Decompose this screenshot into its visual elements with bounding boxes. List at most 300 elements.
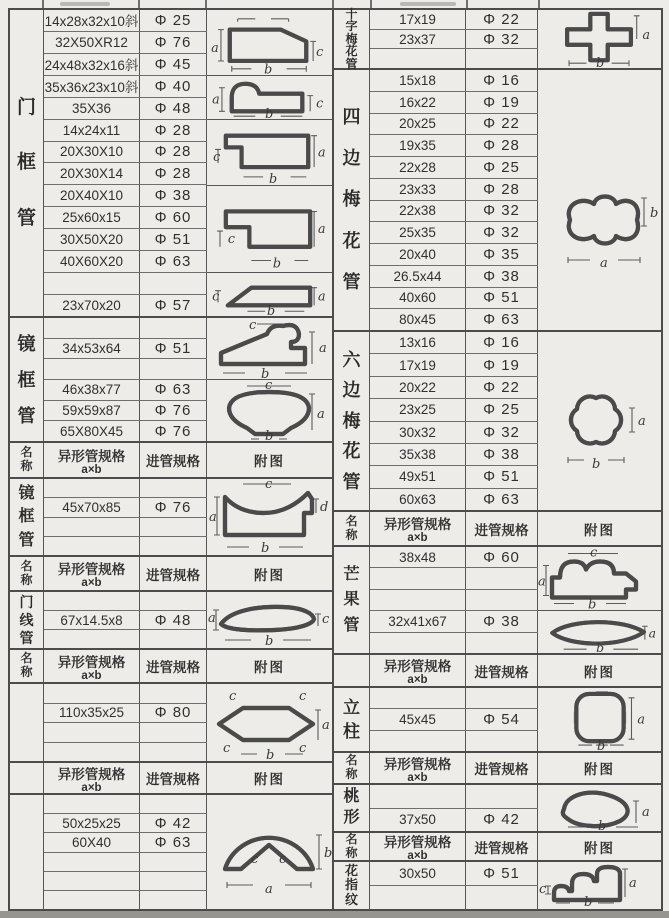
section-arch-pipe xyxy=(10,795,332,909)
header-pipe-cell: 进管规格 xyxy=(140,763,207,793)
pipe-cell xyxy=(140,743,207,762)
dim-label-b: b xyxy=(650,206,659,221)
table-row xyxy=(370,10,538,30)
spec-cell xyxy=(370,886,466,909)
table-row xyxy=(370,49,538,68)
rows-column xyxy=(370,862,538,909)
table-row xyxy=(44,479,207,498)
pipe-cell xyxy=(466,590,538,610)
spec-cell: 17x19 xyxy=(370,354,466,375)
figure-fan-shell-diagram xyxy=(207,380,332,441)
table-row xyxy=(44,229,207,251)
header-spec-cell: 异形管规格 a×b xyxy=(44,443,140,477)
rows-column xyxy=(44,795,207,909)
spec-cell: 38x48 xyxy=(370,547,466,567)
dim-label-c: c xyxy=(223,741,231,756)
rounded-square-icon xyxy=(538,688,661,751)
table-row xyxy=(370,785,538,809)
table-row xyxy=(370,547,538,568)
figure-dome-rectangle-diagram xyxy=(207,76,332,120)
dim-label-c: c xyxy=(249,318,257,333)
dome-rectangle-icon xyxy=(207,76,332,119)
spec-cell: 15x18 xyxy=(370,70,466,91)
figure-double-bump-diagram xyxy=(538,547,661,611)
header-figure-cell: 附图 xyxy=(584,762,615,777)
spec-cell xyxy=(370,568,466,588)
table-row xyxy=(44,295,207,316)
pipe-cell xyxy=(140,273,207,294)
column-header-row xyxy=(334,655,661,688)
dim-label-a: a xyxy=(318,289,326,305)
pipe-cell: Φ 54 xyxy=(466,709,538,729)
table-row xyxy=(44,339,207,360)
pipe-cell: Φ 51 xyxy=(466,288,538,309)
category-label: 十字梅花管 xyxy=(334,10,370,68)
table-row xyxy=(44,318,207,339)
table-row xyxy=(370,354,538,376)
dim-label-a: a xyxy=(637,712,646,728)
rows-column xyxy=(370,785,538,831)
spec-cell: 46x38x77 xyxy=(44,380,140,400)
spec-cell: 20X30X10 xyxy=(44,142,140,163)
pipe-cell: Φ 76 xyxy=(140,32,207,53)
dim-label-b: b xyxy=(588,597,597,610)
table-row xyxy=(44,498,207,517)
spec-cell: 49x51 xyxy=(370,466,466,487)
spec-cell: 35x36x23x10斜 xyxy=(44,76,140,97)
dim-label-c: c xyxy=(279,852,287,867)
spec-cell: 30X50X20 xyxy=(44,229,140,250)
right-table xyxy=(334,6,661,909)
section-door-line-pipe xyxy=(10,592,332,650)
column-header-row xyxy=(334,512,661,547)
spec-cell: 23x37 xyxy=(370,30,466,49)
table-row xyxy=(44,611,207,630)
table-row xyxy=(44,795,207,814)
spec-cell: 60x63 xyxy=(370,489,466,510)
teardrop-peach-icon xyxy=(538,785,661,831)
pipe-cell xyxy=(466,731,538,751)
table-row xyxy=(370,688,538,709)
figure-scallop-steps-diagram xyxy=(538,862,661,907)
pipe-cell: Φ 40 xyxy=(140,76,207,97)
spec-cell: 20x22 xyxy=(370,377,466,398)
pipe-cell: Φ 32 xyxy=(466,30,538,49)
pipe-cell xyxy=(466,785,538,808)
four-lobe-cloud-icon xyxy=(538,70,661,330)
spec-cell: 45x45 xyxy=(370,709,466,729)
pipe-cell xyxy=(466,688,538,708)
pipe-cell xyxy=(140,795,207,813)
pipe-cell: Φ 63 xyxy=(140,833,207,851)
spec-cell xyxy=(44,630,140,648)
pipe-cell: Φ 76 xyxy=(140,498,207,516)
dim-label-c: c xyxy=(265,380,273,393)
header-name-cell: 名称 xyxy=(334,753,370,783)
spec-cell: 45x70x85 xyxy=(44,498,140,516)
spec-cell xyxy=(44,537,140,555)
table-row xyxy=(370,288,538,310)
dim-label-b: b xyxy=(272,255,282,271)
header-pipe-cell: 进管规格 xyxy=(466,833,538,860)
pipe-cell xyxy=(140,479,207,497)
table-row xyxy=(370,886,538,909)
dim-label-a: a xyxy=(642,805,650,820)
concave-top-icon xyxy=(207,479,332,555)
pipe-cell xyxy=(466,568,538,588)
figure-column xyxy=(207,795,332,909)
pipe-cell: Φ 48 xyxy=(140,98,207,119)
pipe-cell: Φ 38 xyxy=(466,611,538,631)
dim-label-b: b xyxy=(596,55,605,68)
header-name-cell: 名称 xyxy=(10,443,44,477)
dim-label-a: a xyxy=(538,574,546,590)
table-row xyxy=(370,444,538,466)
header-name-cell: 名称 xyxy=(10,557,44,590)
figure-column xyxy=(538,10,661,68)
category-label: 镜框管 xyxy=(10,318,44,441)
double-bump-profile-icon xyxy=(538,547,661,610)
figure-cross-plus-diagram xyxy=(538,10,661,68)
category-label: 桃形 xyxy=(334,785,370,831)
spec-table xyxy=(8,8,663,911)
pipe-cell xyxy=(466,49,538,68)
arch-chevron-icon xyxy=(207,795,332,907)
scallop-steps-icon xyxy=(538,862,661,907)
header-pipe-cell: 进管规格 xyxy=(466,512,538,545)
category-label: 镜框管 xyxy=(10,479,44,555)
pipe-cell: Φ 57 xyxy=(140,295,207,316)
rows-column xyxy=(370,70,538,330)
table-row xyxy=(370,709,538,730)
spec-cell: 23x33 xyxy=(370,179,466,200)
table-row xyxy=(370,731,538,751)
pipe-cell xyxy=(140,891,207,909)
dim-label-b: b xyxy=(267,304,276,316)
pipe-cell: Φ 80 xyxy=(140,704,207,723)
spec-cell: 50x25x25 xyxy=(44,814,140,832)
dim-label-c: c xyxy=(316,96,324,112)
header-spec-cell: 异形管规格 a×b xyxy=(370,753,466,783)
figure-six-lobe-diagram xyxy=(538,332,661,510)
figure-column xyxy=(207,592,332,648)
pipe-cell: Φ 51 xyxy=(140,229,207,250)
table-row xyxy=(44,185,207,207)
pipe-cell xyxy=(140,318,207,338)
spec-cell xyxy=(44,872,140,890)
figure-column xyxy=(538,785,661,831)
pipe-cell: Φ 25 xyxy=(466,157,538,178)
pipe-cell: Φ 35 xyxy=(466,244,538,265)
pipe-cell: Φ 63 xyxy=(140,251,207,272)
category-label: 芒果管 xyxy=(334,547,370,653)
pipe-cell: Φ 38 xyxy=(466,266,538,287)
figure-beveled-rectangle-diagram xyxy=(207,10,332,76)
section-mango-pipe xyxy=(334,547,661,655)
rows-column xyxy=(44,684,207,761)
category-label: 四边梅花管 xyxy=(334,70,370,330)
pipe-cell xyxy=(140,592,207,610)
header-name-cell: 名称 xyxy=(10,650,44,682)
dim-label-b: b xyxy=(596,640,605,653)
figure-lens-eye-diagram xyxy=(538,611,661,653)
pipe-cell: Φ 28 xyxy=(466,135,538,156)
pipe-cell: Φ 38 xyxy=(466,444,538,465)
spec-cell: 40x60 xyxy=(370,288,466,309)
spec-cell xyxy=(44,723,140,742)
pipe-cell: Φ 76 xyxy=(140,401,207,421)
header-spec-cell: 异形管规格 a×b xyxy=(44,650,140,682)
dim-label-d: d xyxy=(320,500,329,515)
column-header-row xyxy=(10,557,332,592)
table-row xyxy=(370,422,538,444)
section-hexagon-pipe xyxy=(10,684,332,763)
header-figure-cell: 附图 xyxy=(584,522,615,538)
table-row xyxy=(44,704,207,724)
pipe-cell: Φ 22 xyxy=(466,377,538,398)
scan-artifact xyxy=(370,0,372,8)
table-row xyxy=(370,862,538,886)
figure-flat-hexagon-diagram xyxy=(207,684,332,761)
pipe-cell xyxy=(140,872,207,890)
header-name-cell: 名称 xyxy=(334,833,370,860)
spec-cell xyxy=(370,731,466,751)
rows-column xyxy=(370,332,538,510)
pipe-cell: Φ 51 xyxy=(140,339,207,359)
figure-long-flag-notch-diagram xyxy=(207,186,332,273)
dim-label-b: b xyxy=(597,739,606,751)
figure-slant-notch-diagram xyxy=(207,273,332,316)
spec-cell: 19x35 xyxy=(370,135,466,156)
table-row xyxy=(44,833,207,852)
spec-cell: 17x19 xyxy=(370,10,466,29)
pipe-cell: Φ 63 xyxy=(466,489,538,510)
rows-column xyxy=(370,688,538,751)
table-row xyxy=(370,399,538,421)
spec-cell: 25x35 xyxy=(370,222,466,243)
header-name-cell: 名称 xyxy=(334,512,370,545)
scan-artifact xyxy=(60,2,110,6)
section-four-side-plum-pipe xyxy=(334,70,661,332)
figure-column xyxy=(207,684,332,761)
header-figure-cell: 附图 xyxy=(254,567,285,583)
spec-cell: 110x35x25 xyxy=(44,704,140,723)
dim-label-a: a xyxy=(648,625,657,641)
pipe-cell: Φ 25 xyxy=(466,399,538,420)
dim-label-b: b xyxy=(269,171,278,185)
dim-label-b: b xyxy=(266,748,275,761)
section-six-side-plum-pipe xyxy=(334,332,661,512)
header-figure-cell: 附图 xyxy=(254,660,285,675)
spec-cell: 32x41x67 xyxy=(370,611,466,631)
spec-cell xyxy=(44,891,140,909)
table-row xyxy=(370,135,538,157)
spec-cell: 60X40 xyxy=(44,833,140,851)
spec-cell: 40X60X20 xyxy=(44,251,140,272)
left-table xyxy=(10,10,332,909)
dim-label-b: b xyxy=(598,819,607,831)
section-door-frame-pipe xyxy=(10,10,332,318)
table-row xyxy=(370,633,538,653)
rows-column xyxy=(44,479,207,555)
spec-cell xyxy=(44,592,140,610)
table-row xyxy=(44,630,207,648)
table-row xyxy=(44,142,207,164)
pipe-cell: Φ 25 xyxy=(140,10,207,31)
pipe-cell: Φ 19 xyxy=(466,354,538,375)
table-row xyxy=(370,114,538,136)
molding-profile-icon xyxy=(207,318,332,379)
dim-label-c: c xyxy=(227,231,235,247)
dim-label-b: b xyxy=(264,62,273,75)
dim-label-b: b xyxy=(265,106,274,119)
section-peach-shape xyxy=(334,785,661,833)
table-row xyxy=(370,466,538,488)
figure-four-lobe-diagram xyxy=(538,70,661,330)
column-header-row xyxy=(10,650,332,684)
dim-label-a: a xyxy=(318,145,326,161)
table-row xyxy=(370,92,538,114)
fan-shell-icon xyxy=(207,380,332,441)
table-row xyxy=(44,723,207,743)
dim-label-c: c xyxy=(265,479,273,492)
table-row xyxy=(44,163,207,185)
table-row xyxy=(370,568,538,589)
table-row xyxy=(370,590,538,611)
dim-label-a: a xyxy=(600,256,608,271)
cross-plus-icon xyxy=(538,10,661,68)
table-row xyxy=(44,401,207,422)
pipe-cell: Φ 28 xyxy=(140,120,207,141)
table-row xyxy=(370,222,538,244)
figure-molding-profile-diagram xyxy=(207,318,332,380)
figure-arch-chevron-diagram xyxy=(207,795,332,907)
dim-label-c: c xyxy=(299,689,307,704)
table-row xyxy=(370,809,538,832)
header-pipe-cell: 进管规格 xyxy=(140,650,207,682)
dim-label-c: c xyxy=(213,150,221,166)
figure-column xyxy=(538,547,661,653)
figure-column xyxy=(207,10,332,316)
spec-cell xyxy=(370,590,466,610)
spec-cell xyxy=(44,853,140,871)
dim-label-c: c xyxy=(299,741,307,756)
pipe-cell: Φ 28 xyxy=(466,179,538,200)
pipe-cell: Φ 76 xyxy=(140,421,207,441)
table-row xyxy=(370,611,538,632)
figure-column xyxy=(538,332,661,510)
table-row xyxy=(44,359,207,380)
pipe-cell: Φ 32 xyxy=(466,422,538,443)
pipe-cell xyxy=(140,518,207,536)
pipe-cell xyxy=(140,537,207,555)
dim-label-c: c xyxy=(251,852,259,867)
spec-cell: 20x25 xyxy=(370,114,466,135)
pipe-cell xyxy=(466,633,538,653)
pipe-cell: Φ 51 xyxy=(466,862,538,885)
table-row xyxy=(44,853,207,872)
spec-cell xyxy=(370,633,466,653)
spec-cell xyxy=(44,359,140,379)
spec-cell: 20X40X10 xyxy=(44,185,140,206)
table-row xyxy=(44,251,207,273)
table-row xyxy=(44,518,207,537)
header-pipe-cell: 进管规格 xyxy=(466,655,538,686)
section-mirror-frame-pipe xyxy=(10,318,332,443)
table-row xyxy=(44,120,207,142)
dim-label-a: a xyxy=(629,876,637,891)
table-row xyxy=(370,244,538,266)
spec-cell: 23x70x20 xyxy=(44,295,140,316)
table-row xyxy=(44,684,207,704)
pipe-cell: Φ 63 xyxy=(140,380,207,400)
lens-eye-icon xyxy=(538,611,661,653)
beveled-rectangle-icon xyxy=(207,10,332,75)
scan-artifact xyxy=(400,2,456,6)
pipe-cell xyxy=(140,723,207,742)
dim-label-b: b xyxy=(592,457,601,472)
scan-artifact xyxy=(538,0,540,8)
table-row xyxy=(370,70,538,92)
header-spec-cell: 异形管规格 a×b xyxy=(44,557,140,590)
spec-cell: 14x28x32x10斜 xyxy=(44,10,140,31)
dim-label-a: a xyxy=(317,407,325,422)
table-row xyxy=(44,537,207,555)
header-spec-cell: 异形管规格 a×b xyxy=(44,763,140,793)
dim-label-a: a xyxy=(322,718,330,733)
category-label xyxy=(10,684,44,761)
spec-cell: 20X30X14 xyxy=(44,163,140,184)
header-pipe-cell: 进管规格 xyxy=(140,557,207,590)
airfoil-teardrop-icon xyxy=(207,592,332,648)
dim-label-a: a xyxy=(212,92,220,108)
pipe-cell: Φ 42 xyxy=(466,809,538,832)
figure-flag-notch-diagram xyxy=(207,120,332,186)
figure-concave-top-diagram xyxy=(207,479,332,555)
flat-hexagon-icon xyxy=(207,684,332,761)
pipe-cell: Φ 16 xyxy=(466,70,538,91)
pipe-cell: Φ 28 xyxy=(140,163,207,184)
pipe-cell: Φ 28 xyxy=(140,142,207,163)
table-row xyxy=(370,377,538,399)
table-row xyxy=(44,76,207,98)
pipe-cell: Φ 38 xyxy=(140,185,207,206)
scan-artifact xyxy=(205,0,207,8)
figure-rounded-square-diagram xyxy=(538,688,661,751)
long-flag-notch-icon xyxy=(207,186,332,272)
category-label: 六边梅花管 xyxy=(334,332,370,510)
spec-cell: 22x28 xyxy=(370,157,466,178)
header-figure-cell: 附图 xyxy=(254,772,285,787)
header-spec-cell: 异形管规格 a×b xyxy=(370,833,466,860)
pipe-cell: Φ 16 xyxy=(466,332,538,353)
pipe-cell: Φ 32 xyxy=(466,222,538,243)
pipe-cell: Φ 42 xyxy=(140,814,207,832)
table-row xyxy=(370,332,538,354)
spec-cell xyxy=(44,795,140,813)
category-label: 立柱 xyxy=(334,688,370,751)
dim-label-a: a xyxy=(211,41,219,57)
table-row xyxy=(44,421,207,441)
pipe-cell: Φ 63 xyxy=(466,309,538,330)
category-label xyxy=(10,795,44,909)
dim-label-b: b xyxy=(324,846,332,861)
slant-notch-icon xyxy=(207,273,332,316)
rows-column xyxy=(44,10,207,316)
table-row xyxy=(44,592,207,611)
spec-cell xyxy=(44,518,140,536)
pipe-cell xyxy=(466,886,538,909)
